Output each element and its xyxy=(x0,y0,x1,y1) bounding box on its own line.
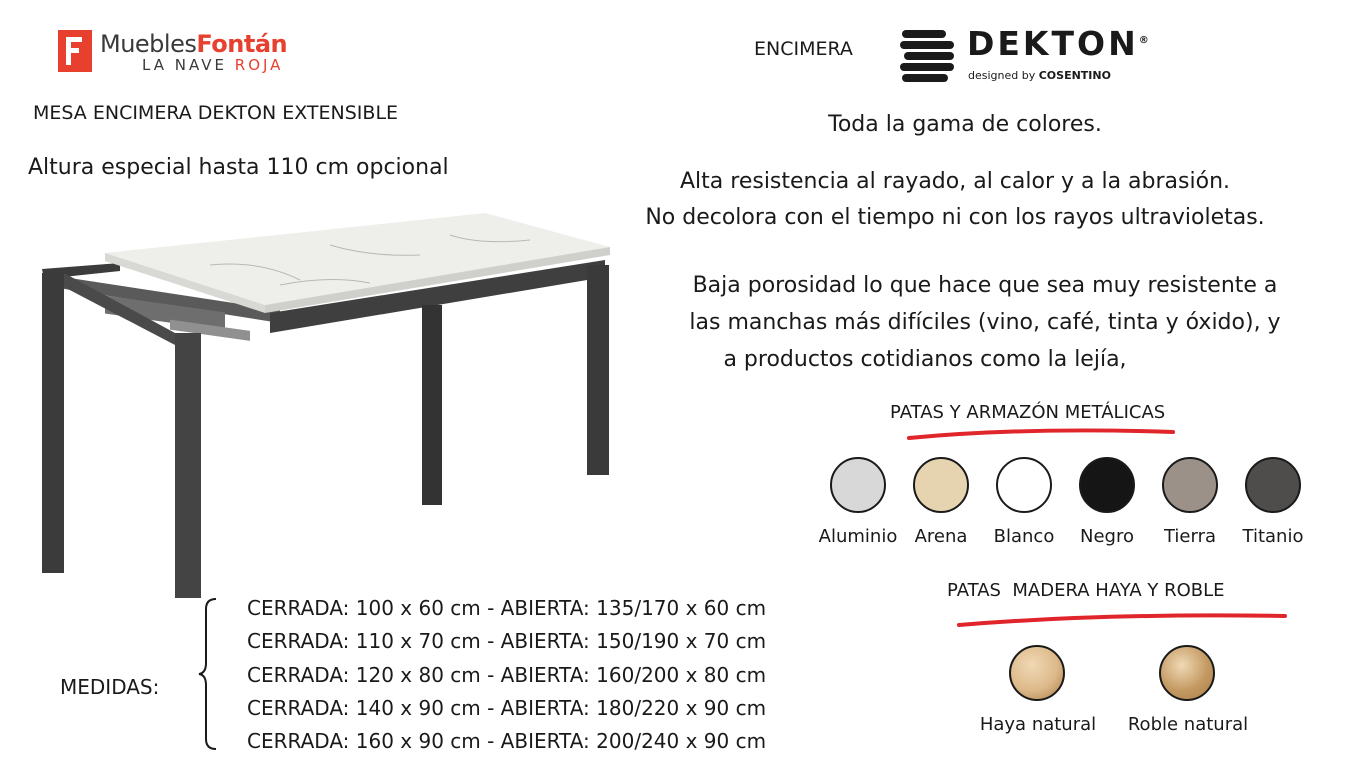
feature-porosity-1: Baja porosidad lo que hace que sea muy resistente a xyxy=(692,273,1278,298)
feature-uv: No decolora con el tiempo ni con los rayos ultravioletas. xyxy=(645,205,1265,230)
size-row: CERRADA: 110 x 70 cm - ABIERTA: 150/190 x 70 cm xyxy=(247,629,767,654)
metal-heading: PATAS Y ARMAZÓN METÁLICAS xyxy=(890,402,1166,423)
feature-porosity-3: a productos cotidianos como la lejía, xyxy=(723,347,1127,372)
metal-swatch-label: Titanio xyxy=(1242,526,1304,547)
metal-swatch-arena xyxy=(913,457,969,513)
extendable-table-image xyxy=(30,205,630,605)
wood-swatch-label: Haya natural xyxy=(979,714,1097,735)
metal-swatch-negro xyxy=(1079,457,1135,513)
wood-swatch-roble-natural xyxy=(1159,645,1215,701)
metal-underline xyxy=(905,423,1180,443)
size-row: CERRADA: 120 x 80 cm - ABIERTA: 160/200 x 80 cm xyxy=(247,662,767,687)
wood-heading: PATAS MADERA HAYA Y ROBLE xyxy=(947,580,1225,601)
brand-name-a: Muebles xyxy=(100,30,197,58)
dekton-name: DEKTON xyxy=(967,24,1139,63)
dekton-sub-a: designed by xyxy=(968,69,1036,82)
feature-colors: Toda la gama de colores. xyxy=(828,112,1102,137)
size-row: CERRADA: 140 x 90 cm - ABIERTA: 180/220 x 90 cm xyxy=(247,695,767,720)
sizes-list xyxy=(247,592,766,758)
metal-swatch-label: Negro xyxy=(1080,526,1134,547)
dekton-sub-b: COSENTINO xyxy=(1038,69,1111,82)
brand-logo-icon xyxy=(58,30,92,72)
dekton-subline xyxy=(968,69,1111,82)
brace-icon xyxy=(196,597,220,752)
metal-swatch-label: Blanco xyxy=(993,526,1055,547)
wood-swatch-haya-natural xyxy=(1009,645,1065,701)
metal-swatch-aluminio xyxy=(830,457,886,513)
brand-sub-b: ROJA xyxy=(234,56,284,74)
metal-swatch-label: Tierra xyxy=(1163,526,1217,547)
sizes-label: MEDIDAS: xyxy=(60,675,160,699)
brand-name-b: Fontán xyxy=(196,30,288,58)
brand-name xyxy=(100,30,287,58)
brand-subtitle xyxy=(142,56,283,74)
metal-swatch-tierra xyxy=(1162,457,1218,513)
height-note: Altura especial hasta 110 cm opcional xyxy=(28,155,449,180)
dekton-logo-icon xyxy=(898,28,958,84)
product-title: MESA ENCIMERA DEKTON EXTENSIBLE xyxy=(33,102,399,124)
worktop-label: ENCIMERA xyxy=(754,38,853,60)
wood-underline xyxy=(955,605,1290,630)
metal-swatch-blanco xyxy=(996,457,1052,513)
size-row: CERRADA: 100 x 60 cm - ABIERTA: 135/170 x 60 cm xyxy=(247,596,767,620)
feature-resistance: Alta resistencia al rayado, al calor y a la abrasión. xyxy=(680,169,1230,194)
size-row: CERRADA: 160 x 90 cm - ABIERTA: 200/240 x 90 cm xyxy=(247,729,767,754)
wood-swatch-label: Roble natural xyxy=(1127,714,1249,735)
dekton-reg: ® xyxy=(1138,35,1152,46)
metal-swatch-label: Arena xyxy=(914,526,968,547)
brand-sub-a: LA NAVE xyxy=(142,56,227,74)
feature-porosity-2: las manchas más difíciles (vino, café, tinta y óxido), y xyxy=(689,310,1281,335)
metal-swatch-label: Aluminio xyxy=(818,526,898,547)
metal-swatch-titanio xyxy=(1245,457,1301,513)
dekton-wordmark xyxy=(967,24,1152,63)
